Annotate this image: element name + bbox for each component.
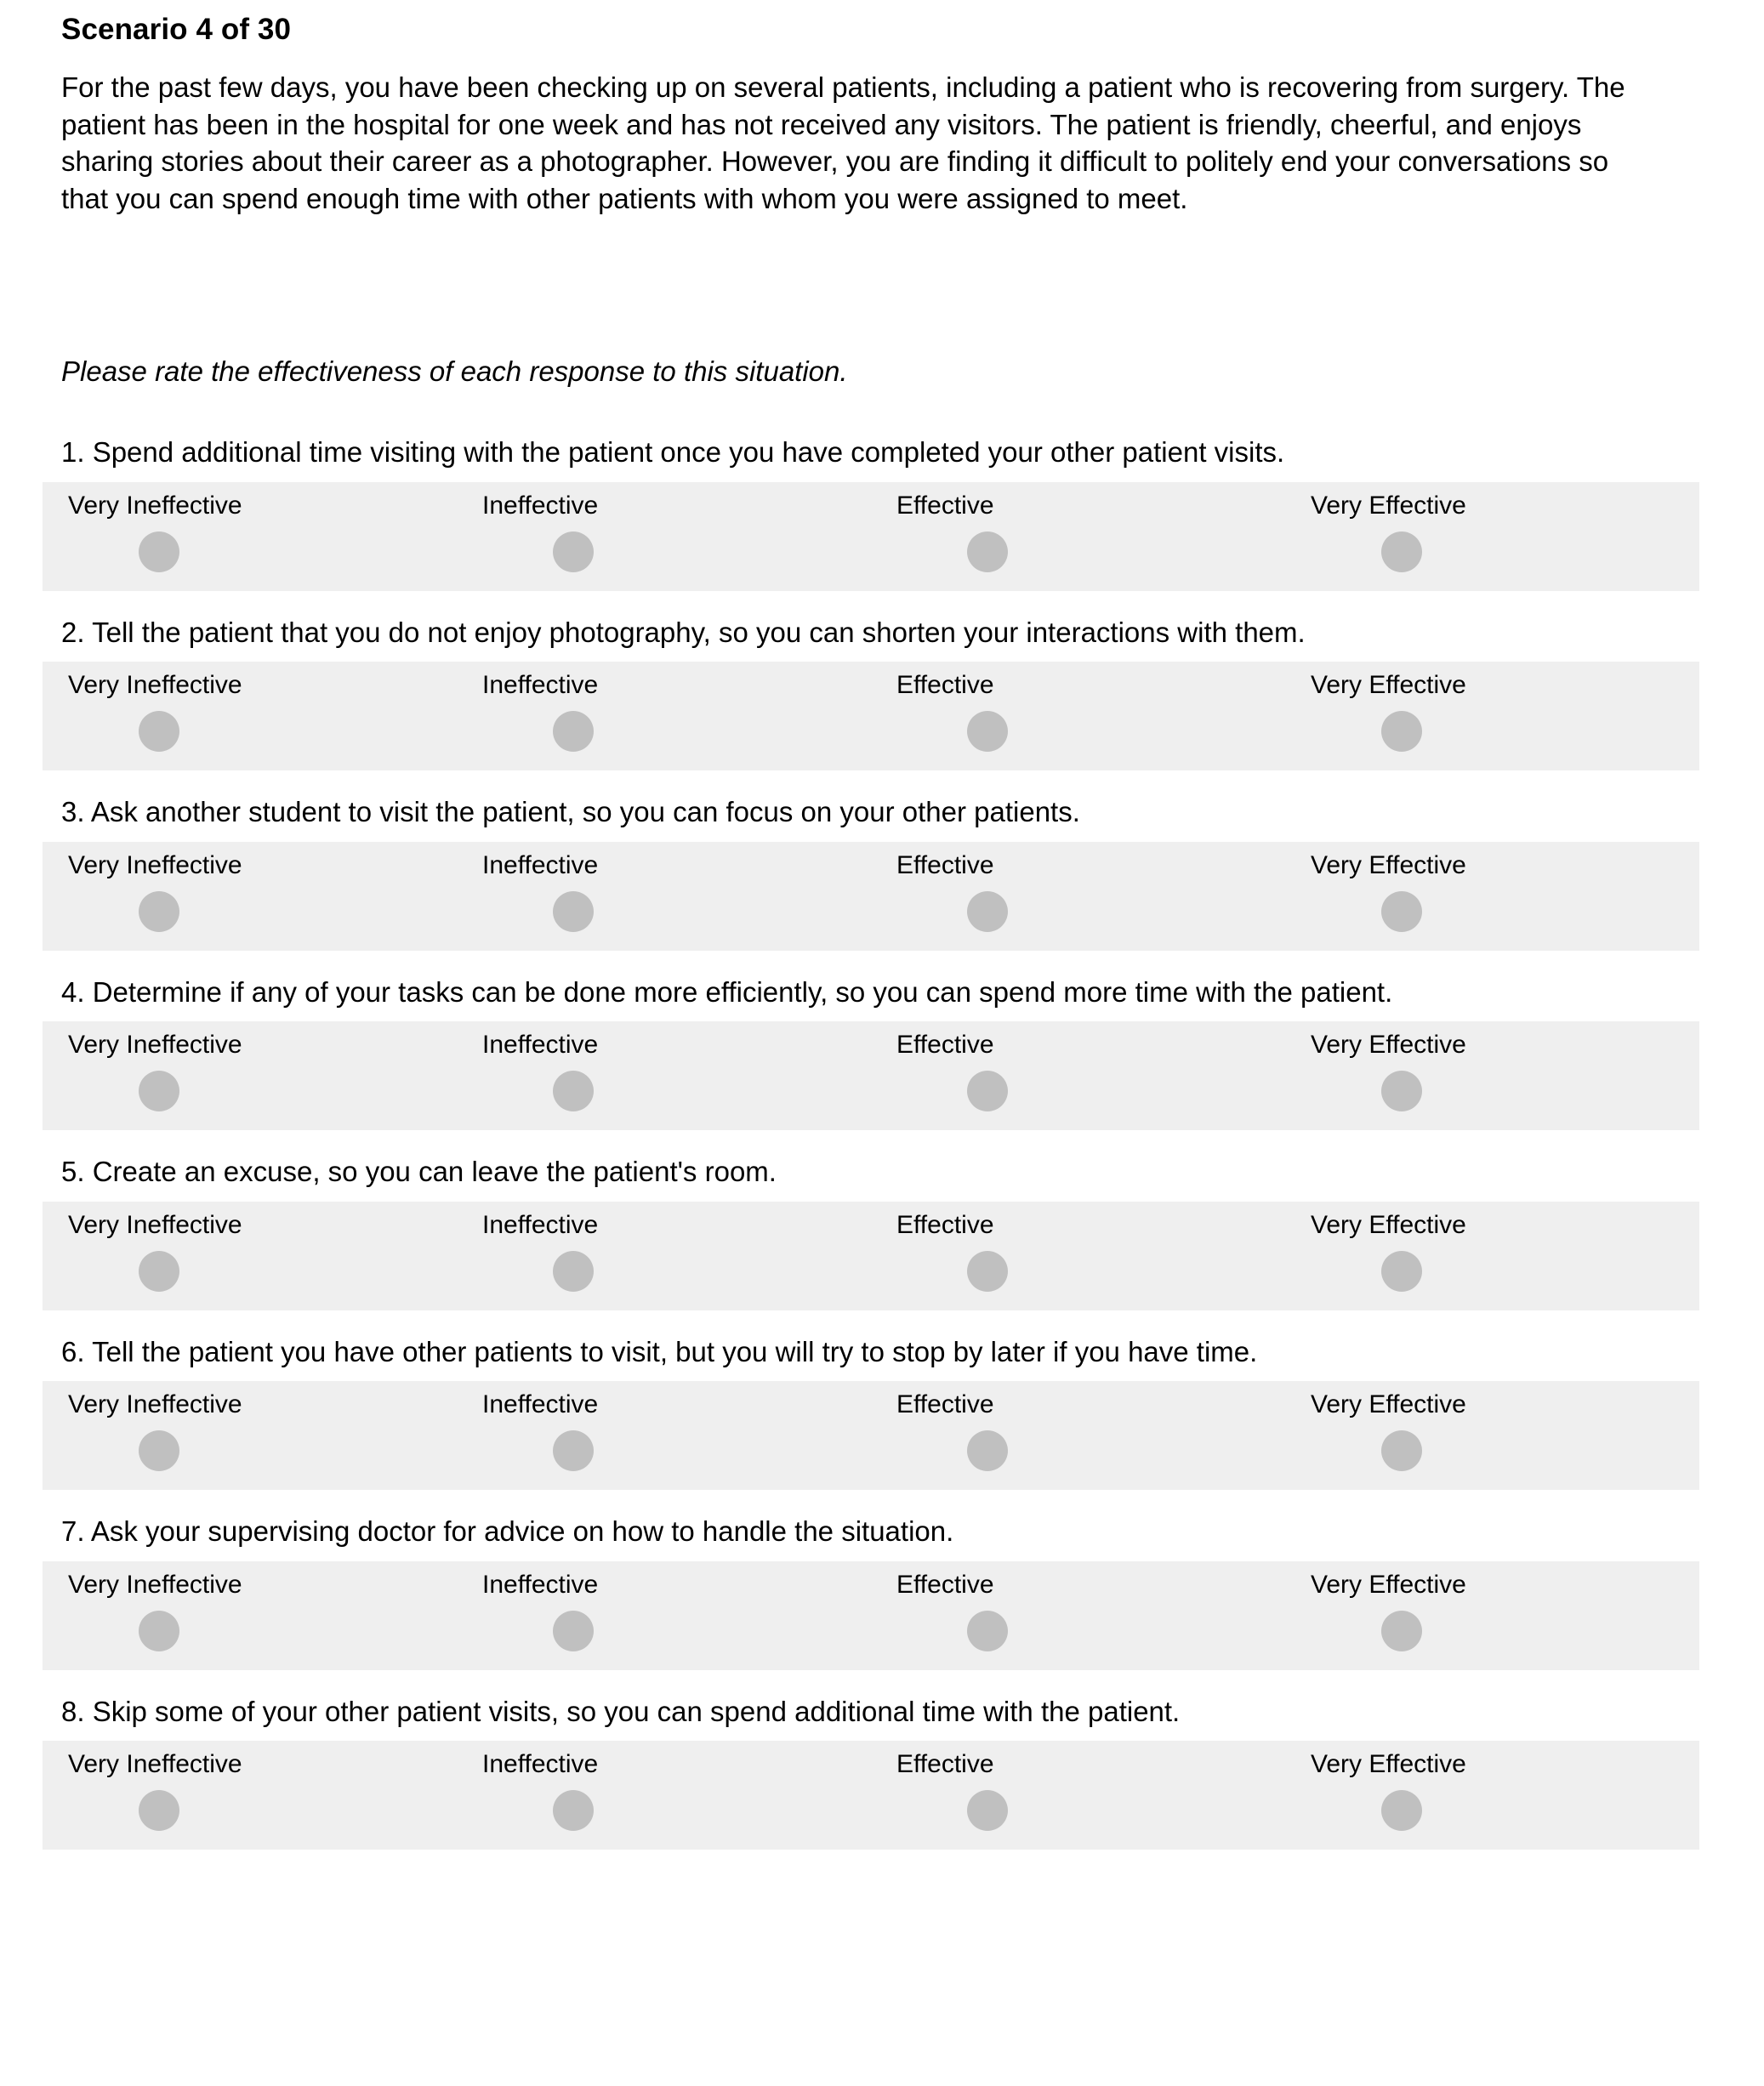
response-item-text: 6. Tell the patient you have other patients to visit, but you will try to stop by later if you have time. — [61, 1335, 1258, 1367]
rating-scale-row — [43, 662, 1699, 770]
rating-option-label: Ineffective — [482, 491, 599, 520]
response-item-text: 7. Ask your supervising doctor for advice on how to handle the situation. — [61, 1515, 954, 1548]
rating-option-3[interactable] — [871, 482, 1285, 591]
rating-option-1[interactable] — [43, 662, 457, 770]
response-item — [0, 793, 1764, 951]
rating-option-label: Very Ineffective — [68, 1750, 242, 1779]
rating-option-4[interactable] — [1285, 842, 1699, 951]
rating-option-3[interactable] — [871, 1561, 1285, 1670]
rating-option-1[interactable] — [43, 1561, 457, 1670]
rating-option-label: Ineffective — [482, 1570, 599, 1599]
rating-option-label: Very Ineffective — [68, 1570, 242, 1599]
rating-option-1[interactable] — [43, 1381, 457, 1490]
response-item-text: 8. Skip some of your other patient visits, so you can spend additional time with the patient. — [61, 1695, 1181, 1727]
radio-button-icon[interactable] — [553, 711, 594, 752]
rating-option-label: Very Effective — [1311, 1390, 1466, 1419]
radio-button-icon[interactable] — [1381, 711, 1422, 752]
rating-option-label: Very Ineffective — [68, 491, 242, 520]
rating-option-label: Very Effective — [1311, 850, 1466, 879]
rating-option-1[interactable] — [43, 842, 457, 951]
rating-instruction: Please rate the effectiveness of each response to this situation. — [61, 355, 848, 387]
radio-button-icon[interactable] — [139, 1251, 179, 1292]
radio-button-icon[interactable] — [553, 1790, 594, 1831]
rating-scale-row — [43, 1202, 1699, 1310]
page-title: Scenario 4 of 30 — [61, 13, 292, 46]
rating-option-3[interactable] — [871, 1381, 1285, 1490]
rating-option-3[interactable] — [871, 842, 1285, 951]
rating-option-label: Ineffective — [482, 1210, 599, 1239]
rating-option-3[interactable] — [871, 1741, 1285, 1850]
rating-option-label: Effective — [896, 491, 994, 520]
response-item — [0, 1693, 1764, 1850]
rating-option-label: Very Effective — [1311, 671, 1466, 700]
rating-option-3[interactable] — [871, 1021, 1285, 1130]
rating-option-4[interactable] — [1285, 1381, 1699, 1490]
rating-option-label: Very Effective — [1311, 491, 1466, 520]
rating-scale-row — [43, 1741, 1699, 1850]
rating-option-label: Very Effective — [1311, 1031, 1466, 1060]
response-item — [0, 974, 1764, 1131]
rating-option-label: Ineffective — [482, 1750, 599, 1779]
rating-option-2[interactable] — [457, 1202, 871, 1310]
radio-button-icon[interactable] — [139, 1430, 179, 1471]
radio-button-icon[interactable] — [967, 1611, 1008, 1651]
rating-option-4[interactable] — [1285, 1021, 1699, 1130]
response-item-text: 4. Determine if any of your tasks can be done more efficiently, so you can spend more time with the patient. — [61, 975, 1393, 1008]
rating-option-label: Ineffective — [482, 1390, 599, 1419]
radio-button-icon[interactable] — [1381, 531, 1422, 572]
rating-option-3[interactable] — [871, 1202, 1285, 1310]
radio-button-icon[interactable] — [1381, 1611, 1422, 1651]
rating-option-1[interactable] — [43, 1021, 457, 1130]
rating-option-2[interactable] — [457, 1741, 871, 1850]
radio-button-icon[interactable] — [139, 531, 179, 572]
rating-option-label: Very Effective — [1311, 1570, 1466, 1599]
response-item-text: 3. Ask another student to visit the patient, so you can focus on your other patients. — [61, 796, 1080, 828]
rating-option-label: Very Ineffective — [68, 671, 242, 700]
response-item-text: 1. Spend additional time visiting with the patient once you have completed your other patient visits. — [61, 436, 1285, 468]
radio-button-icon[interactable] — [967, 891, 1008, 932]
rating-option-label: Very Ineffective — [68, 850, 242, 879]
rating-option-label: Very Ineffective — [68, 1210, 242, 1239]
rating-option-label: Very Ineffective — [68, 1390, 242, 1419]
response-item-text: 5. Create an excuse, so you can leave the patient's room. — [61, 1156, 777, 1188]
rating-option-2[interactable] — [457, 482, 871, 591]
rating-option-label: Effective — [896, 1750, 994, 1779]
response-item-text: 2. Tell the patient that you do not enjoy photography, so you can shorten your interactions with them. — [61, 616, 1306, 648]
rating-option-1[interactable] — [43, 1202, 457, 1310]
radio-button-icon[interactable] — [967, 711, 1008, 752]
radio-button-icon[interactable] — [139, 1611, 179, 1651]
rating-option-label: Very Effective — [1311, 1210, 1466, 1239]
radio-button-icon[interactable] — [967, 1071, 1008, 1111]
rating-scale-row — [43, 1381, 1699, 1490]
radio-button-icon[interactable] — [1381, 1251, 1422, 1292]
rating-option-4[interactable] — [1285, 482, 1699, 591]
rating-scale-row — [43, 842, 1699, 951]
rating-option-1[interactable] — [43, 482, 457, 591]
radio-button-icon[interactable] — [553, 1430, 594, 1471]
radio-button-icon[interactable] — [553, 1251, 594, 1292]
rating-option-2[interactable] — [457, 1561, 871, 1670]
rating-option-3[interactable] — [871, 662, 1285, 770]
rating-option-4[interactable] — [1285, 1202, 1699, 1310]
rating-option-label: Effective — [896, 1031, 994, 1060]
scenario-description: For the past few days, you have been checking up on several patients, including a patient who is recovering from surgery. The patient has been in the hospital for one week and has not received any visitors. The patient is friendly, cheerful, and enjoys sharing stories about their career as a photographer. However, you are finding it difficult to politely end your conversations so that you can spend enough time with other patients with whom you were assigned to meet. — [61, 71, 1625, 214]
rating-option-2[interactable] — [457, 1021, 871, 1130]
radio-button-icon[interactable] — [553, 1071, 594, 1111]
radio-button-icon[interactable] — [967, 1251, 1008, 1292]
radio-button-icon[interactable] — [1381, 1430, 1422, 1471]
rating-option-2[interactable] — [457, 842, 871, 951]
rating-option-4[interactable] — [1285, 662, 1699, 770]
rating-option-label: Effective — [896, 850, 994, 879]
radio-button-icon[interactable] — [967, 1790, 1008, 1831]
radio-button-icon[interactable] — [139, 891, 179, 932]
rating-option-label: Ineffective — [482, 671, 599, 700]
radio-button-icon[interactable] — [139, 711, 179, 752]
radio-button-icon[interactable] — [1381, 891, 1422, 932]
radio-button-icon[interactable] — [1381, 1071, 1422, 1111]
rating-option-label: Ineffective — [482, 850, 599, 879]
radio-button-icon[interactable] — [553, 1611, 594, 1651]
response-item — [0, 614, 1764, 771]
response-item — [0, 1153, 1764, 1310]
rating-option-label: Effective — [896, 671, 994, 700]
radio-button-icon[interactable] — [967, 1430, 1008, 1471]
rating-option-2[interactable] — [457, 662, 871, 770]
radio-button-icon[interactable] — [967, 531, 1008, 572]
rating-scale-row — [43, 1561, 1699, 1670]
response-items-list — [0, 434, 1764, 1873]
rating-option-1[interactable] — [43, 1741, 457, 1850]
scenario-header — [61, 12, 1703, 217]
rating-option-4[interactable] — [1285, 1741, 1699, 1850]
radio-button-icon[interactable] — [553, 891, 594, 932]
radio-button-icon[interactable] — [553, 531, 594, 572]
rating-option-4[interactable] — [1285, 1561, 1699, 1670]
radio-button-icon[interactable] — [139, 1071, 179, 1111]
rating-option-label: Effective — [896, 1570, 994, 1599]
response-item — [0, 434, 1764, 591]
rating-option-label: Effective — [896, 1210, 994, 1239]
rating-scale-row — [43, 482, 1699, 591]
response-item — [0, 1513, 1764, 1670]
rating-option-label: Ineffective — [482, 1031, 599, 1060]
rating-option-2[interactable] — [457, 1381, 871, 1490]
rating-option-label: Very Ineffective — [68, 1031, 242, 1060]
radio-button-icon[interactable] — [1381, 1790, 1422, 1831]
radio-button-icon[interactable] — [139, 1790, 179, 1831]
response-item — [0, 1333, 1764, 1491]
rating-scale-row — [43, 1021, 1699, 1130]
rating-option-label: Very Effective — [1311, 1750, 1466, 1779]
rating-option-label: Effective — [896, 1390, 994, 1419]
